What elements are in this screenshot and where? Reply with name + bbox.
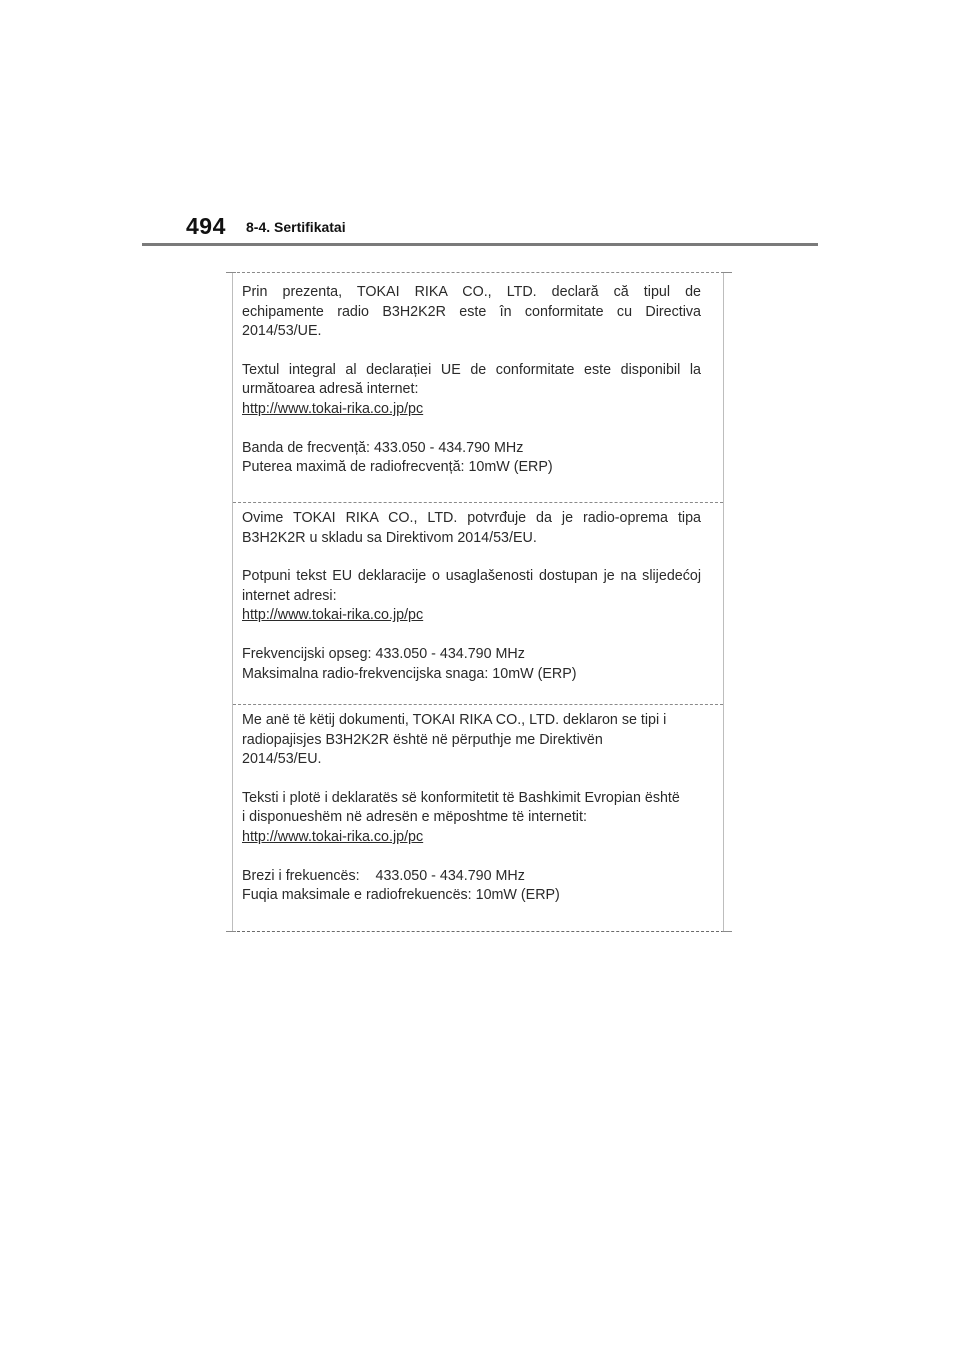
- availability-line: Textul integral al declarației UE de conformitate este disponibil la: [242, 361, 701, 378]
- certificate-section-montenegrin: [233, 509, 723, 684]
- certificate-box: [232, 272, 724, 932]
- specs-paragraph: [242, 867, 701, 906]
- section-divider: [233, 704, 723, 705]
- specs-paragraph: [242, 439, 701, 478]
- availability-line: internet adresi:: [242, 587, 337, 604]
- declaration-line: echipamente radio B3H2K2R este în conformitate cu Directiva: [242, 303, 701, 320]
- declaration-paragraph: [242, 283, 701, 342]
- declaration-link[interactable]: http://www.tokai-rika.co.jp/pc: [242, 607, 424, 624]
- declaration-paragraph: [242, 509, 701, 548]
- declaration-line: 2014/53/UE.: [242, 323, 322, 340]
- declaration-paragraph: [242, 711, 701, 770]
- max-power: Puterea maximă de radiofrecvență: 10mW (ERP): [242, 459, 553, 476]
- section-title: 8-4. Sertifikatai: [246, 219, 346, 235]
- availability-line: i disponueshëm në adresën e mëposhtme të internetit:: [242, 809, 587, 826]
- corner-tick: [226, 931, 236, 932]
- availability-paragraph: [242, 361, 701, 420]
- declaration-link[interactable]: http://www.tokai-rika.co.jp/pc: [242, 828, 424, 845]
- declaration-link[interactable]: http://www.tokai-rika.co.jp/pc: [242, 400, 424, 417]
- declaration-line: 2014/53/EU.: [242, 751, 322, 768]
- frequency-band: Brezi i frekuencës: 433.050 - 434.790 MHz: [242, 867, 525, 884]
- availability-line: Potpuni tekst EU deklaracije o usaglašenosti dostupan je na slijedećoj: [242, 568, 701, 585]
- header-rule: [142, 243, 818, 246]
- specs-paragraph: [242, 645, 701, 684]
- page-number: 494: [186, 213, 226, 239]
- availability-paragraph: [242, 567, 701, 626]
- declaration-line: radiopajisjes B3H2K2R është në përputhje me Direktivën: [242, 731, 603, 748]
- availability-line: Teksti i plotë i deklaratës së konformitetit të Bashkimit Evropian është: [242, 789, 680, 806]
- corner-tick: [722, 272, 732, 273]
- frequency-band: Banda de frecvență: 433.050 - 434.790 MHz: [242, 439, 524, 456]
- declaration-line: Prin prezenta, TOKAI RIKA CO., LTD. declară că tipul de: [242, 284, 701, 300]
- section-divider: [233, 502, 723, 503]
- frequency-band: Frekvencijski opseg: 433.050 - 434.790 MHz: [242, 645, 525, 662]
- certificate-section-albanian: [233, 711, 723, 906]
- declaration-line: Ovime TOKAI RIKA CO., LTD. potvrđuje da je radio-oprema tipa: [242, 510, 701, 526]
- availability-line: următoarea adresă internet:: [242, 381, 419, 398]
- declaration-line: B3H2K2R u skladu sa Direktivom 2014/53/EU.: [242, 529, 537, 546]
- availability-paragraph: [242, 789, 701, 848]
- declaration-line: Me anë të këtij dokumenti, TOKAI RIKA CO., LTD. deklaron se tipi i: [242, 712, 667, 728]
- corner-tick: [722, 931, 732, 932]
- certificate-section-romanian: [233, 283, 723, 478]
- max-power: Fuqia maksimale e radiofrekuencës: 10mW (ERP): [242, 887, 560, 904]
- max-power: Maksimalna radio-frekvencijska snaga: 10mW (ERP): [242, 665, 577, 682]
- corner-tick: [226, 272, 236, 273]
